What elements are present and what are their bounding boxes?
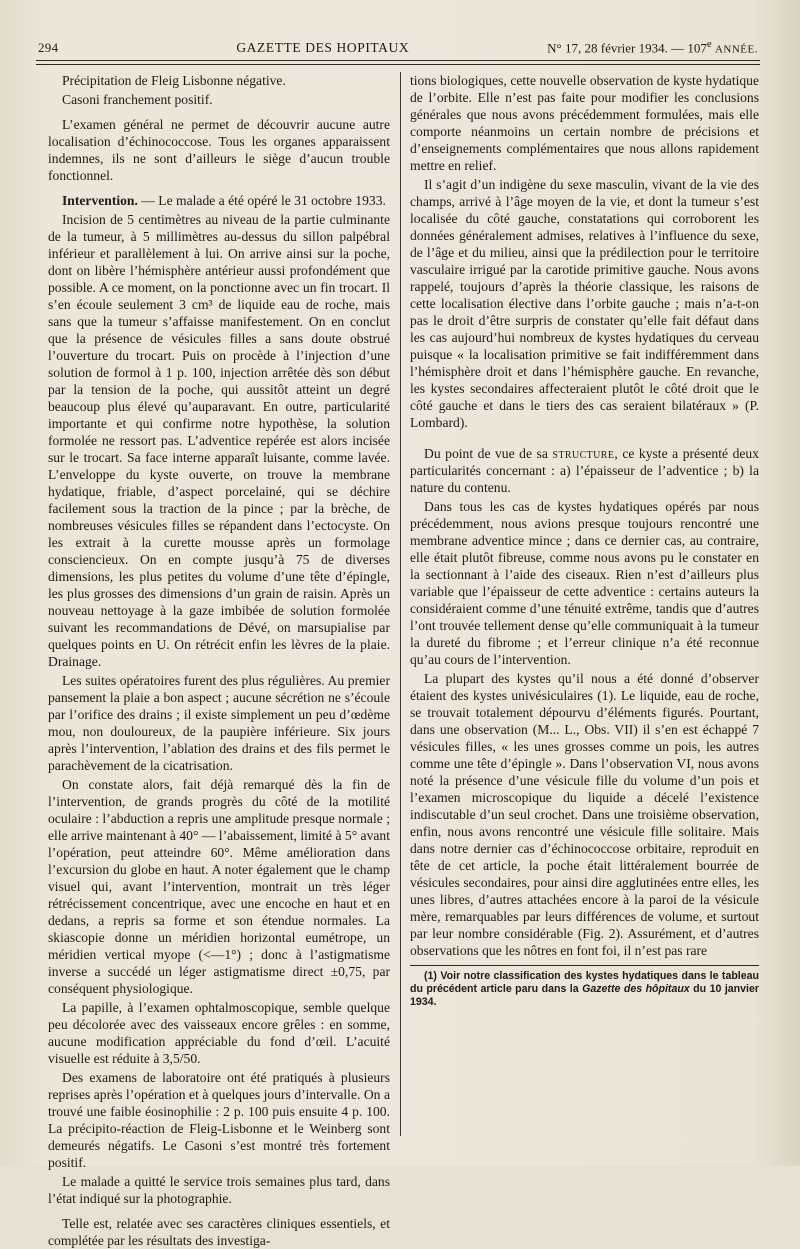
structure-paragraph [410,445,759,496]
header-rule-top [36,60,760,61]
fleig-result: Précipitation de Fleig Lisbonne négative. [62,73,286,88]
structure-keyword: structure [552,446,615,461]
lab-paragraph: Des examens de laboratoire ont été pratiqués à plusieurs reprises après l’opération et à quelques jours d’intervalle. On a trouvé une faible éosinophilie : 2 p. 100 puis ensuite 4 p. 100. La précipito-réaction de Fleig-Lisbonne et le Weinberg sont demeurés négatifs. Le Casoni s’est montré très fortement positif. [48,1070,390,1170]
summary-paragraph: Telle est, relatée avec ses caractères cliniques essentiels, et complétée par les résultats des investiga- [48,1216,390,1248]
page-number: 294 [38,40,59,56]
intervention-lead: Intervention. [62,193,138,208]
footnote-date: du 10 janvier 1934. [410,983,759,1008]
structure-pre: Du point de vue de sa [424,446,553,461]
casoni-result: Casoni franchement positif. [62,92,213,107]
issue-info [547,38,758,56]
issue-annee: ANNÉE. [714,43,758,56]
right-column [410,72,759,1144]
footnote [410,970,759,1009]
adventice-paragraph: Dans tous les cas de kystes hydatiques opérés par nous précédemment, nous avions presque toujours rencontré une membrane adventice mince ; dans ce dernier cas, au contraire, elle était plutôt fibreuse, comme nous avons pu le constater en la sectionnant à l’aide des ciseaux. Rien n’est d’ailleurs plus variable que l’épaisseur de cette adventice : certains auteurs la considéraient comme d’une ténuité extrême, tandis que d’autres l’ont trouvée tellement dense qu’elle communiquait à la tumeur la dureté du fibrome ; et l’erreur clinique n’a été reconnue qu’au cours de l’intervention. [410,499,759,667]
column-divider [400,72,401,1136]
left-column [48,72,390,1248]
continuation-paragraph: tions biologiques, cette nouvelle observation de kyste hydatique de l’orbite. Elle n’est pas faite pour modifier les conclusions générales que nous avons précédemment formulées, mais elle comporte néanmoins un certain nombre de précisions et d’enseignements complémentaires que nous allons rapidement mettre en relief. [410,73,759,173]
univesicular-paragraph: La plupart des kystes qu’il nous a été donné d’observer étaient des kystes univésiculaires (1). Le liquide, eau de roche, se trouvait totalement dépourvu d’éléments figurés. Pourtant, dans une observation (M... L., Obs. VII) il s’en est échappé 7 vésicules filles, « les unes grosses comme un pois, les autres comme une tête d’épingle ». Dans l’observation VI, nous avons noté la présence d’une vésicule fille du volume d’un pois et l’examen microscopique du liquide a décelé l’existence indiscutable d’un seul crochet. Dans une troisième observation, enfin, nous avons rencontré une vésicule fille solitaire. Mais dans notre dernier cas d’échinococcose orbitaire, reproduit en tête de cet article, la poche était littéralement bourrée de vésicules secondaires, pour ainsi dire agglutinées entre elles, les unes libres, d’autres attachées encore à la paroi de la vésicule mère, remarquables par leurs différences de volume, et surtout par leur nombre considérable (Fig. 2). Assurément, et d’autres observations que les nôtres en font foi, il n’est pas rare [410,671,759,958]
incision-paragraph: Incision de 5 centimètres au niveau de la partie culminante de la tumeur, à 5 millimètres au-dessus du sillon palpébral inférieur et parallèlement à lui. On arrive ainsi sur la poche, dont on libère l’hémisphère antérieur aussi profondément que possible. A ce moment, on la ponctionne avec un fin trocart. Il s’en écoule seulement 3 cm³ de liquide eau de roche, mais sans que la tumeur s’affaisse manifestement. On en conclut que la présence de vésicules filles a sans doute obstrué l’ouverture du trocart. Puis on procède à l’injection d’une solution de formol à 1 p. 100, injection arrêtée dès son début par la tension de la poche, qui aussitôt atteint un degré beaucoup plus élevé qu’auparavant. En outre, particularité importante et qui confirme notre hypothèse, la solution formolée ne ressort pas. L’adventice repérée est alors incisée sur le trocart. Sa face interne apparaît luisante, comme lavée. L’enveloppe du kyste ouverte, on trouve la membrane hydatique, friable, d’aspect porcelainé, qui se déchire facilement sous la traction de la pince ; par la brèche, de nombreuses vésicules filles se répandent dans l’ectocyste. On les extrait à la curette mousse après un formolage consciencieux. On en compte jusqu’à 75 de diverses dimensions, les plus petites du volume d’une tête d’épingle, les plus grosses des dimensions d’un grain de raisin. Après un nouveau nettoyage à la gaze imbibée de solution formolée suivant les recommandations de Dévé, on marsupialise par quelques points en U. On rétrécit enfin les lèvres de la plaie. Drainage. [48,212,390,669]
header-rule-bottom [36,64,760,65]
footnote-text: (1) Voir notre classification des kystes hydatiques dans le tableau du précédent article paru dans la [410,970,759,995]
patient-paragraph: Il s’agit d’un indigène du sexe masculin, vivant de la vie des champs, arrivé à l’âge moyen de la vie, et dont la tumeur s’est localisée du côté gauche, constatations qui corroborent les données généralement admises, relatives à l’influence du sexe, de l’âge et du milieu, ainsi que la prédilection pour le territoire vasculaire irrigué par la carotide primitive gauche. Nous avons rappelé, toujours d’après la théorie classique, les raisons de cette localisation élective dans l’orbite gauche ; mais n’a-t-on pas le droit d’être surpris de constater qu’elle fait défaut dans les cas aujourd’hui nombreux de kystes hydatiques du cerveau puisque « la localisation primitive se fait indifféremment dans l’hémisphère droit et dans l’hémisphère gauche. En revanche, les kystes secondaires affecteraient plutôt le côté droit que le côté gauche et dans le tiers des cas seraient bilatéraux » (P. Lombard). [410,177,759,430]
intervention-text: — Le malade a été opéré le 31 octobre 1933. [137,193,386,208]
general-exam-lead: L’examen général [62,117,164,132]
journal-title: GAZETTE DES HOPITAUX [236,40,410,56]
motility-paragraph: On constate alors, fait déjà remarqué dès la fin de l’intervention, de grands progrès du côté de la motilité oculaire : l’abduction a repris une amplitude presque normale ; elle arrive maintenant à 40° — l’abaissement, limité à 5° avant l’opération, peut atteindre 60°. Même amélioration dans l’excursion du globe en haut. A noter également que le champ visuel qui, avant l’intervention, montrait un très léger rétrécissement concentrique, avec une encoche en haut et en dedans, a repris sa forme et son étendue normales. La skiascopie donne un méridien horizontal eumétrope, un méridien vertical myope (<—1°) ; donc à l’astigmatisme inverse a succédé un léger astigmatisme direct ±0,75, par conséquent physiologique. [48,777,390,996]
general-exam-text: ne permet de découvrir aucune autre localisation d’échinococcose. Tous les organes apparaissent indemnes, ils ne sont d’ailleurs le siège d’aucun trouble fonctionnel. [48,117,390,183]
issue-superscript: e [706,38,712,50]
issue-number-date: N° 17, 28 février 1934. — 107 [547,40,707,56]
general-exam-paragraph [48,116,390,184]
papilla-paragraph: La papille, à l’examen ophtalmoscopique, semble quelque peu décolorée avec des vaisseaux encore grêles : en somme, aucune modification appréciable du fond d’œil. L’acuité visuelle est réduite à 3,5/50. [48,1000,390,1066]
footnote-separator [410,965,759,966]
structure-text: , ce kyste a présenté deux particularités concernant : a) l’épaisseur de l’adventice ; b) la nature du contenu. [410,446,759,495]
running-header [38,38,758,62]
intervention-paragraph [48,192,390,209]
postop-paragraph: Les suites opératoires furent des plus régulières. Au premier pansement la plaie a bon aspect ; aucune sécrétion ne s’écoule par l’orifice des drains ; il existe simplement un peu d’œdème mou, non douloureux, de la paupière inférieure. Six jours après l’intervention, l’ablation des drains et des fils permet le parachèvement de la cicatrisation. [48,673,390,773]
discharge-paragraph: Le malade a quitté le service trois semaines plus tard, dans l’état indiqué sur la photographie. [48,1174,390,1206]
footnote-journal: Gazette des hôpitaux [582,983,690,995]
